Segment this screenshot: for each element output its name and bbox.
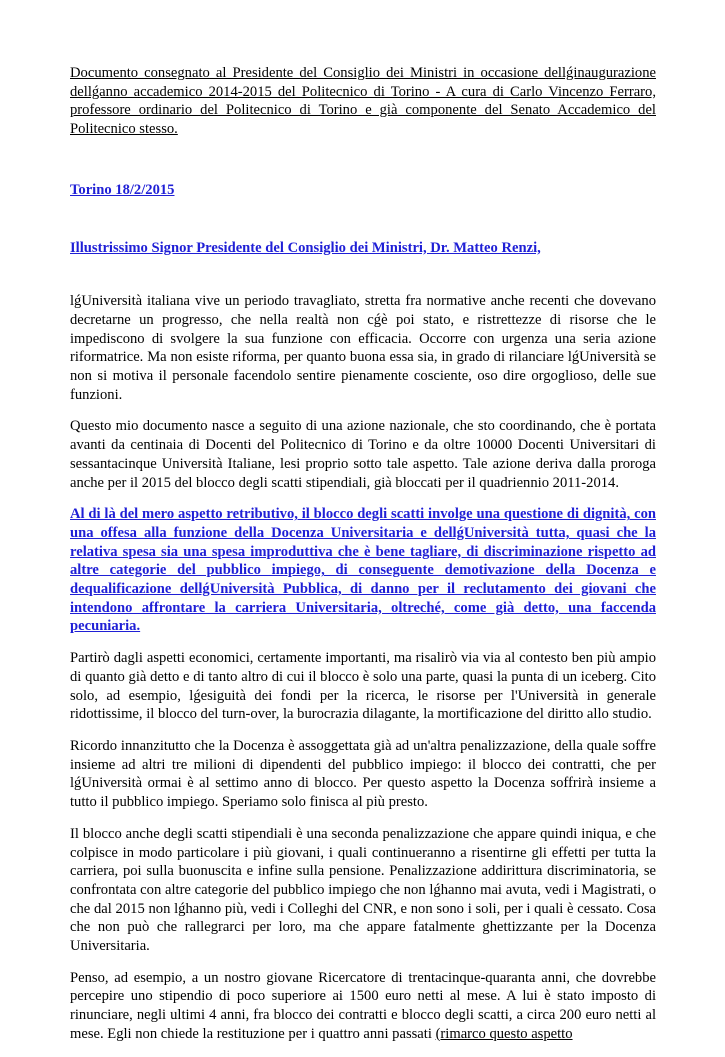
paragraph-6: Il blocco anche degli scatti stipendiali è una seconda penalizzazione che appare quindi iniqua, e che colpisce in modo particolare i più giovani, i quali continueranno a risentirne gli effetti per tutta la carriera, poi sulla buonuscita e infine sulla pensione. Penalizzazione addirittura discriminatoria, se confrontata con altre categorie del pubblico impiego che non lǵhanno mai avuta, vedi i Magistrati, o che dal 2015 non lǵhanno più, vedi i Colleghi del CNR, e non sono i soli, per i quali è cessato. Cosa che non può che rallegrarci per loro, ma che appare fatalmente ghettizzante per la Docenza Universitaria. bbox=[70, 825, 656, 955]
date-link[interactable]: Torino 18/2/2015 bbox=[70, 181, 175, 198]
paragraph-7-text: Penso, ad esempio, a un nostro giovane Ricercatore di trentacinque-quaranta anni, che dovrebbe percepire uno stipendio di poco superiore ai 1500 euro netti al mese. A lui è stato imposto di rinunciare, negli ultimi 4 anni, fra blocco dei contratti e blocco degli scatti, a circa 200 euro netti al mese. Egli non chiede la restituzione per i quattro anni passati bbox=[70, 969, 656, 1042]
highlight-link[interactable]: Al di là del mero aspetto retributivo, il blocco degli scatti involge una questione di dignità, con una offesa alla funzione della Docenza Universitaria e dellǵUniversità tutta, quasi che la relativa spesa sia una spesa improduttiva che è bene tagliare, di discriminazione rispetto ad altre categorie del pubblico impiego, di conseguente demotivazione della Docenza e dequalificazione dellǵUniversità Pubblica, di danno per il reclutamento dei giovani che intendono affrontare la carriera Universitaria, oltreché, come già detto, una faccenda pecuniaria. bbox=[70, 506, 656, 635]
document-page bbox=[70, 64, 656, 1057]
paragraph-2: Questo mio documento nasce a seguito di una azione nazionale, che sto coordinando, che è portata avanti da centinaia di Docenti del Politecnico di Torino e da oltre 10000 Docenti Universitari di sessantacinque Università Italiane, lesi proprio sotto tale aspetto. Tale azione deriva dalla proroga anche per il 2015 del blocco degli scatti stipendiali, già bloccati per il quadriennio 2011-2014. bbox=[70, 418, 656, 491]
paragraph-4: Partirò dagli aspetti economici, certamente importanti, ma risalirò via via al contesto ben più ampio di quanto già detto e di tanto altro di cui il blocco è solo una parte, quasi la punta di un iceberg. Cito solo, ad esempio, lǵesiguità dei fondi per la ricerca, le risorse per l'Università in generale ridottissime, il blocco del turn-over, la burocrazia dilagante, la mortificazione del diritto allo studio. bbox=[70, 650, 656, 723]
paragraph-7-tail: (rimarco questo aspetto bbox=[435, 1025, 573, 1042]
document-date[interactable] bbox=[70, 181, 656, 200]
greeting-link[interactable]: Illustrissimo Signor Presidente del Consiglio dei Ministri, Dr. Matteo Renzi, bbox=[70, 239, 541, 256]
paragraph-7 bbox=[70, 969, 656, 1044]
paragraph-5: Ricordo innanzitutto che la Docenza è assoggettata già ad un'altra penalizzazione, della quale soffre insieme ad altri tre milioni di dipendenti del pubblico impiego: il blocco dei contratti, che per lǵUniversità ormai è al settimo anno di blocco. Per questo aspetto la Docenza soffrirà insieme a tutto il pubblico impiego. Speriamo solo finisca al più presto. bbox=[70, 737, 656, 811]
paragraph-3-highlight[interactable] bbox=[70, 505, 656, 636]
document-intro: Documento consegnato al Presidente del Consiglio dei Ministri in occasione dellǵinaugurazione dellǵanno accademico 2014-2015 del Politecnico di Torino - A cura di Carlo Vincenzo Ferraro, professore ordinario del Politecnico di Torino e già componente del Senato Accademico del Politecnico stesso. bbox=[70, 65, 656, 138]
paragraph-1: lǵUniversità italiana vive un periodo travagliato, stretta fra normative anche recenti che dovevano decretarne un progresso, che nella realtà non cǵè poi stato, e ristrettezze di risorse che le impediscono di svolgere la sua funzione con efficacia. Occorre con urgenza una seria azione riformatrice. Ma non esiste riforma, per quanto buona essa sia, in grado di rilanciare lǵUniversità se non si motiva il personale facendolo sentire pienamente cosciente, oso dire orgoglioso, delle sue funzioni. bbox=[70, 293, 656, 403]
greeting[interactable] bbox=[70, 239, 656, 258]
